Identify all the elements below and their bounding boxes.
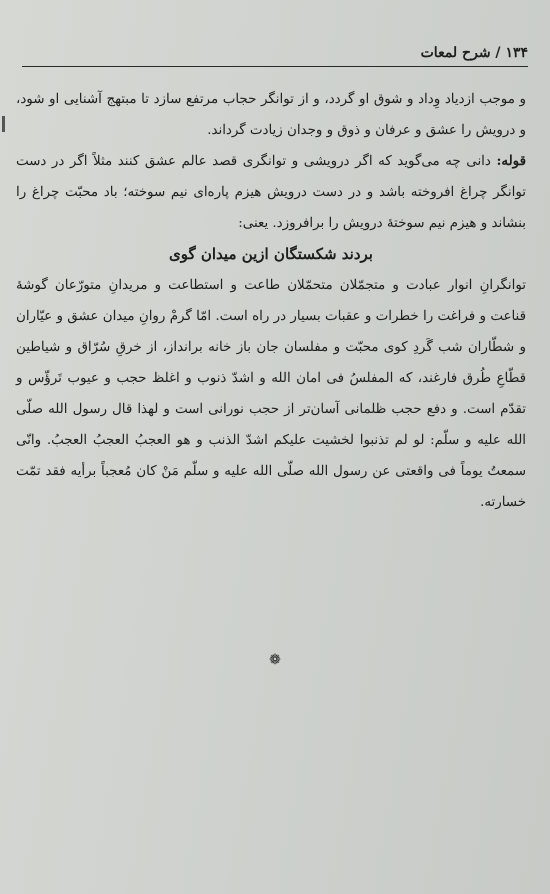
- paragraph-2-lead: قوله:: [496, 153, 526, 169]
- page-header: [20, 40, 528, 66]
- header-rule: [22, 66, 528, 67]
- running-title: شرح لمعات: [420, 45, 491, 61]
- paragraph-1: و موجب ازدیاد وِداد و شوق او گردد، و از توانگر حجاب مرتفع سازد تا مبتهج آشنایی او شود، و درویش را عشق و عرفان و ذوق و وجدان زیادت گرداند.: [16, 92, 526, 138]
- ornament-icon: ❁: [269, 652, 281, 668]
- verse-line: بردند شکستگان ازین میدان گوی: [169, 245, 373, 263]
- paragraph-2: [16, 146, 526, 239]
- paragraph-2-text: دانی چه می‌گوید که اگر درویشی و توانگری قصد عالم عشق کنند مثلاً اگر در دست توانگر چراغ افروخته باشد و در دست درویش هیزم پاره‌ای نیم سوخته؛ باد محبّت چراغ را بنشاند و هیزم نیم سوختهٔ درویش را برافروزد. یعنی:: [16, 154, 526, 231]
- page-number: ۱۳۴: [505, 45, 528, 61]
- margin-mark: [2, 116, 5, 132]
- paragraph-3: توانگرانِ انوار عبادت و متجمّلان متحمّلان طاعت و استطاعت و مریدانِ متورّعان گوشهٔ قناعت و فراغت را خطرات و عقبات بسیار در راه است. امّا گرمْ روانِ میدان عشق و عیّاران و شطّاران شب گَردِ کوی محبّت و مفلسان جان باز خانه برانداز، از خرقِ سُرّاق و شیاطین قطّاعِ طُرق فارغند، که المفلسُ فی امان الله و اشدّ ذنوب و اغلظ حجب و عیوب تَرؤّس و تقدّم است. و دفع حجب ظلمانی آسان‌تر از حجب نورانی است و لهذا قال رسول الله صلّی الله علیه و سلّم: لو لم تذنبوا لخشیت علیکم اشدّ الذنب و هو العجبُ العجبُ العجبُ. وانّی سمعتُ یوماً فی واقعتی عن رسول الله صلّی الله علیه و سلّم مَنْ کان مُعجباً برأیه فقد تمّت خسارته.: [16, 278, 526, 510]
- body-text: [16, 84, 526, 518]
- header-separator: /: [490, 45, 506, 61]
